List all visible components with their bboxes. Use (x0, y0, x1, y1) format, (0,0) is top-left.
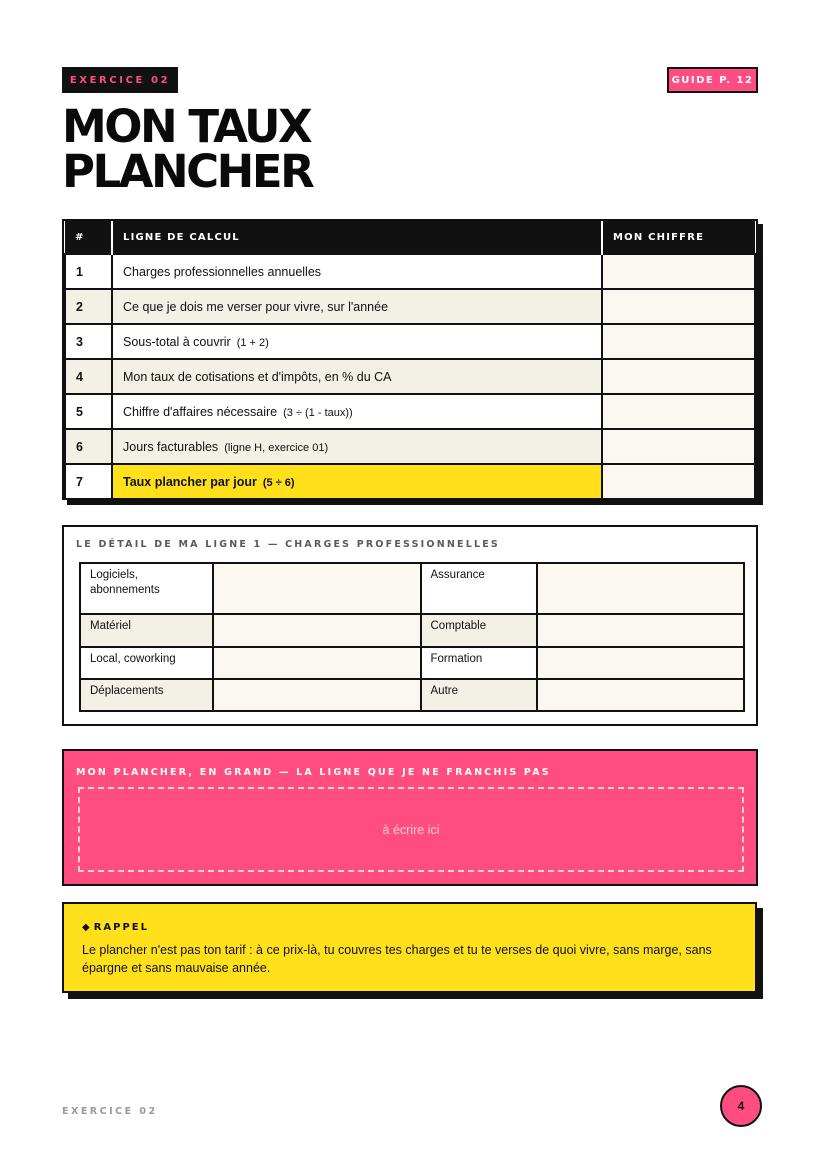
row-label: Charges professionnelles annuelles (112, 254, 602, 289)
charge-input-cell[interactable] (213, 679, 421, 711)
value-input-cell[interactable] (602, 394, 755, 429)
table-row (80, 563, 744, 614)
row-number: 4 (65, 359, 112, 394)
row-number: 5 (65, 394, 112, 429)
charge-input-cell[interactable] (213, 647, 421, 679)
charge-input-cell[interactable] (537, 614, 745, 646)
table-row (80, 647, 744, 679)
page-title (62, 100, 482, 198)
floor-box-title: MON PLANCHER, EN GRAND — LA LIGNE QUE JE NE FRANCHIS PAS (76, 767, 551, 778)
table-row (65, 429, 755, 464)
header-value: MON CHIFFRE (602, 221, 755, 254)
charge-input-cell[interactable] (537, 679, 745, 711)
value-input-cell[interactable] (602, 429, 755, 464)
guide-page-tag: GUIDE P. 12 (667, 67, 758, 93)
row-hint: (5 ÷ 6) (262, 476, 295, 489)
value-input-cell[interactable] (602, 324, 755, 359)
header-line: LIGNE DE CALCUL (112, 221, 602, 254)
floor-placeholder: à écrire ici (382, 822, 440, 837)
row-label: Mon taux de cotisations et d'impôts, en % du CA (112, 359, 602, 394)
detail-title: LE DÉTAIL DE MA LIGNE 1 — CHARGES PROFESSIONNELLES (76, 539, 500, 550)
row-label: Jours facturables (ligne H, exercice 01) (112, 429, 602, 464)
row-number: 6 (65, 429, 112, 464)
charge-label: Assurance (421, 563, 537, 614)
charge-input-cell[interactable] (537, 647, 745, 679)
diamond-icon: ◆ (82, 922, 90, 933)
charge-label: Déplacements (80, 679, 213, 711)
row-hint: (ligne H, exercice 01) (224, 441, 329, 454)
value-input-cell[interactable] (602, 359, 755, 394)
row-label: Ce que je dois me verser pour vivre, sur l'année (112, 289, 602, 324)
table-row (65, 324, 755, 359)
reminder-text: Le plancher n'est pas ton tarif : à ce prix-là, tu couvres tes charges et tu te verses de quoi vivre, sans marge, sans épargne et sans mauvaise année. (82, 943, 712, 975)
header-number: # (65, 221, 112, 254)
value-input-cell[interactable] (602, 289, 755, 324)
reminder-box (62, 902, 757, 993)
charge-label: Autre (421, 679, 537, 711)
floor-box (62, 749, 758, 886)
row-hint: (3 ÷ (1 - taux)) (283, 406, 353, 419)
table-row (65, 394, 755, 429)
row-label: Chiffre d'affaires nécessaire (3 ÷ (1 - taux)) (112, 394, 602, 429)
row-number: 2 (65, 289, 112, 324)
page-number-badge: 4 (720, 1085, 762, 1127)
charge-label: Logiciels, abonnements (80, 563, 213, 614)
row-number: 1 (65, 254, 112, 289)
table-row-highlight (65, 464, 755, 499)
title-line-2: PLANCHER (62, 145, 313, 198)
value-input-cell[interactable] (602, 254, 755, 289)
charge-label: Comptable (421, 614, 537, 646)
title-line-1: MON TAUX (62, 100, 311, 153)
table-row (80, 679, 744, 711)
table-row (80, 614, 744, 646)
row-number: 7 (65, 464, 112, 499)
charge-label: Formation (421, 647, 537, 679)
charge-label: Local, coworking (80, 647, 213, 679)
exercise-tag: EXERCICE 02 (62, 67, 178, 93)
row-number: 3 (65, 324, 112, 359)
row-hint: (1 + 2) (236, 336, 269, 349)
charges-detail-box (62, 525, 758, 726)
footer-label: EXERCICE 02 (62, 1106, 158, 1117)
charge-input-cell[interactable] (213, 614, 421, 646)
reminder-title: ◆ RAPPEL (82, 922, 150, 933)
charge-label: Matériel (80, 614, 213, 646)
charge-input-cell[interactable] (213, 563, 421, 614)
value-input-cell[interactable] (602, 464, 755, 499)
floor-write-area[interactable] (78, 787, 744, 872)
row-label: Taux plancher par jour (5 ÷ 6) (112, 464, 602, 499)
row-label: Sous-total à couvrir (1 + 2) (112, 324, 602, 359)
charge-input-cell[interactable] (537, 563, 745, 614)
table-row (65, 254, 755, 289)
table-row (65, 289, 755, 324)
charges-detail-table (79, 562, 745, 712)
calculation-table (62, 219, 758, 500)
table-row (65, 359, 755, 394)
